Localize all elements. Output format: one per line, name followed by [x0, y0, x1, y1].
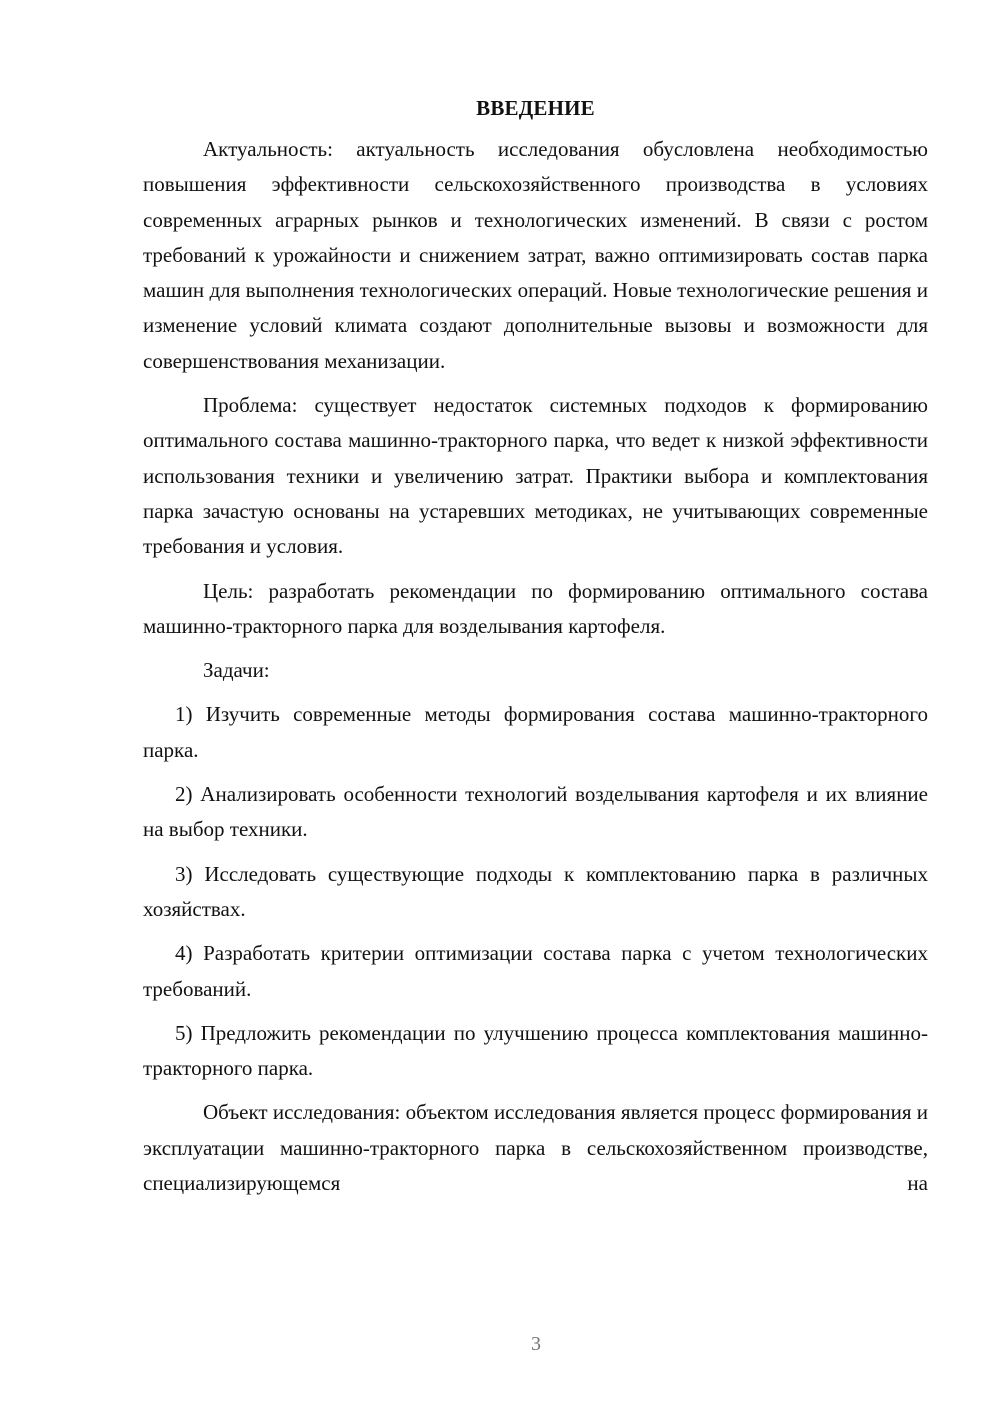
task-item: 4) Разработать критерии оптимизации состава парка с учетом технологических требований.: [143, 941, 928, 1001]
page-title: ВВЕДЕНИЕ: [476, 96, 595, 120]
page-number: 3: [531, 1333, 541, 1355]
document-page: [143, 96, 928, 1201]
goal-paragraph: Цель: разработать рекомендации по формированию оптимального состава машинно-тракторного парка для возделывания картофеля.: [143, 578, 928, 638]
task-item: 3) Исследовать существующие подходы к комплектованию парка в различных хозяйствах.: [143, 861, 928, 921]
relevance-paragraph: Актуальность: актуальность исследования обусловлена необходимостью повышения эффективности сельскохозяйственного производства в условиях современных аграрных рынков и технологических изменений. В связи с ростом требований к урожайности и снижением затрат, важно оптимизировать состав парка машин для выполнения технологических операций. Новые технологические решения и изменение условий климата создают дополнительные вызовы и возможности для совершенствования механизации.: [143, 137, 928, 373]
task-item: 5) Предложить рекомендации по улучшению процесса комплектования машинно-тракторного парка.: [143, 1020, 928, 1081]
task-item: 2) Анализировать особенности технологий возделывания картофеля и их влияние на выбор техники.: [143, 782, 928, 842]
task-item: 1) Изучить современные методы формирования состава машинно-тракторного парка.: [143, 702, 928, 762]
tasks-heading: Задачи:: [203, 658, 270, 683]
object-paragraph: Объект исследования: объектом исследования является процесс формирования и эксплуатации машинно-тракторного парка в сельскохозяйственном производстве, специализирующемся на: [143, 1100, 928, 1196]
problem-paragraph: Проблема: существует недостаток системных подходов к формированию оптимального состава машинно-тракторного парка, что ведет к низкой эффективности использования техники и увеличению затрат. Практики выбора и комплектования парка зачастую основаны на устаревших методиках, не учитывающих современные требования и условия.: [143, 393, 928, 559]
